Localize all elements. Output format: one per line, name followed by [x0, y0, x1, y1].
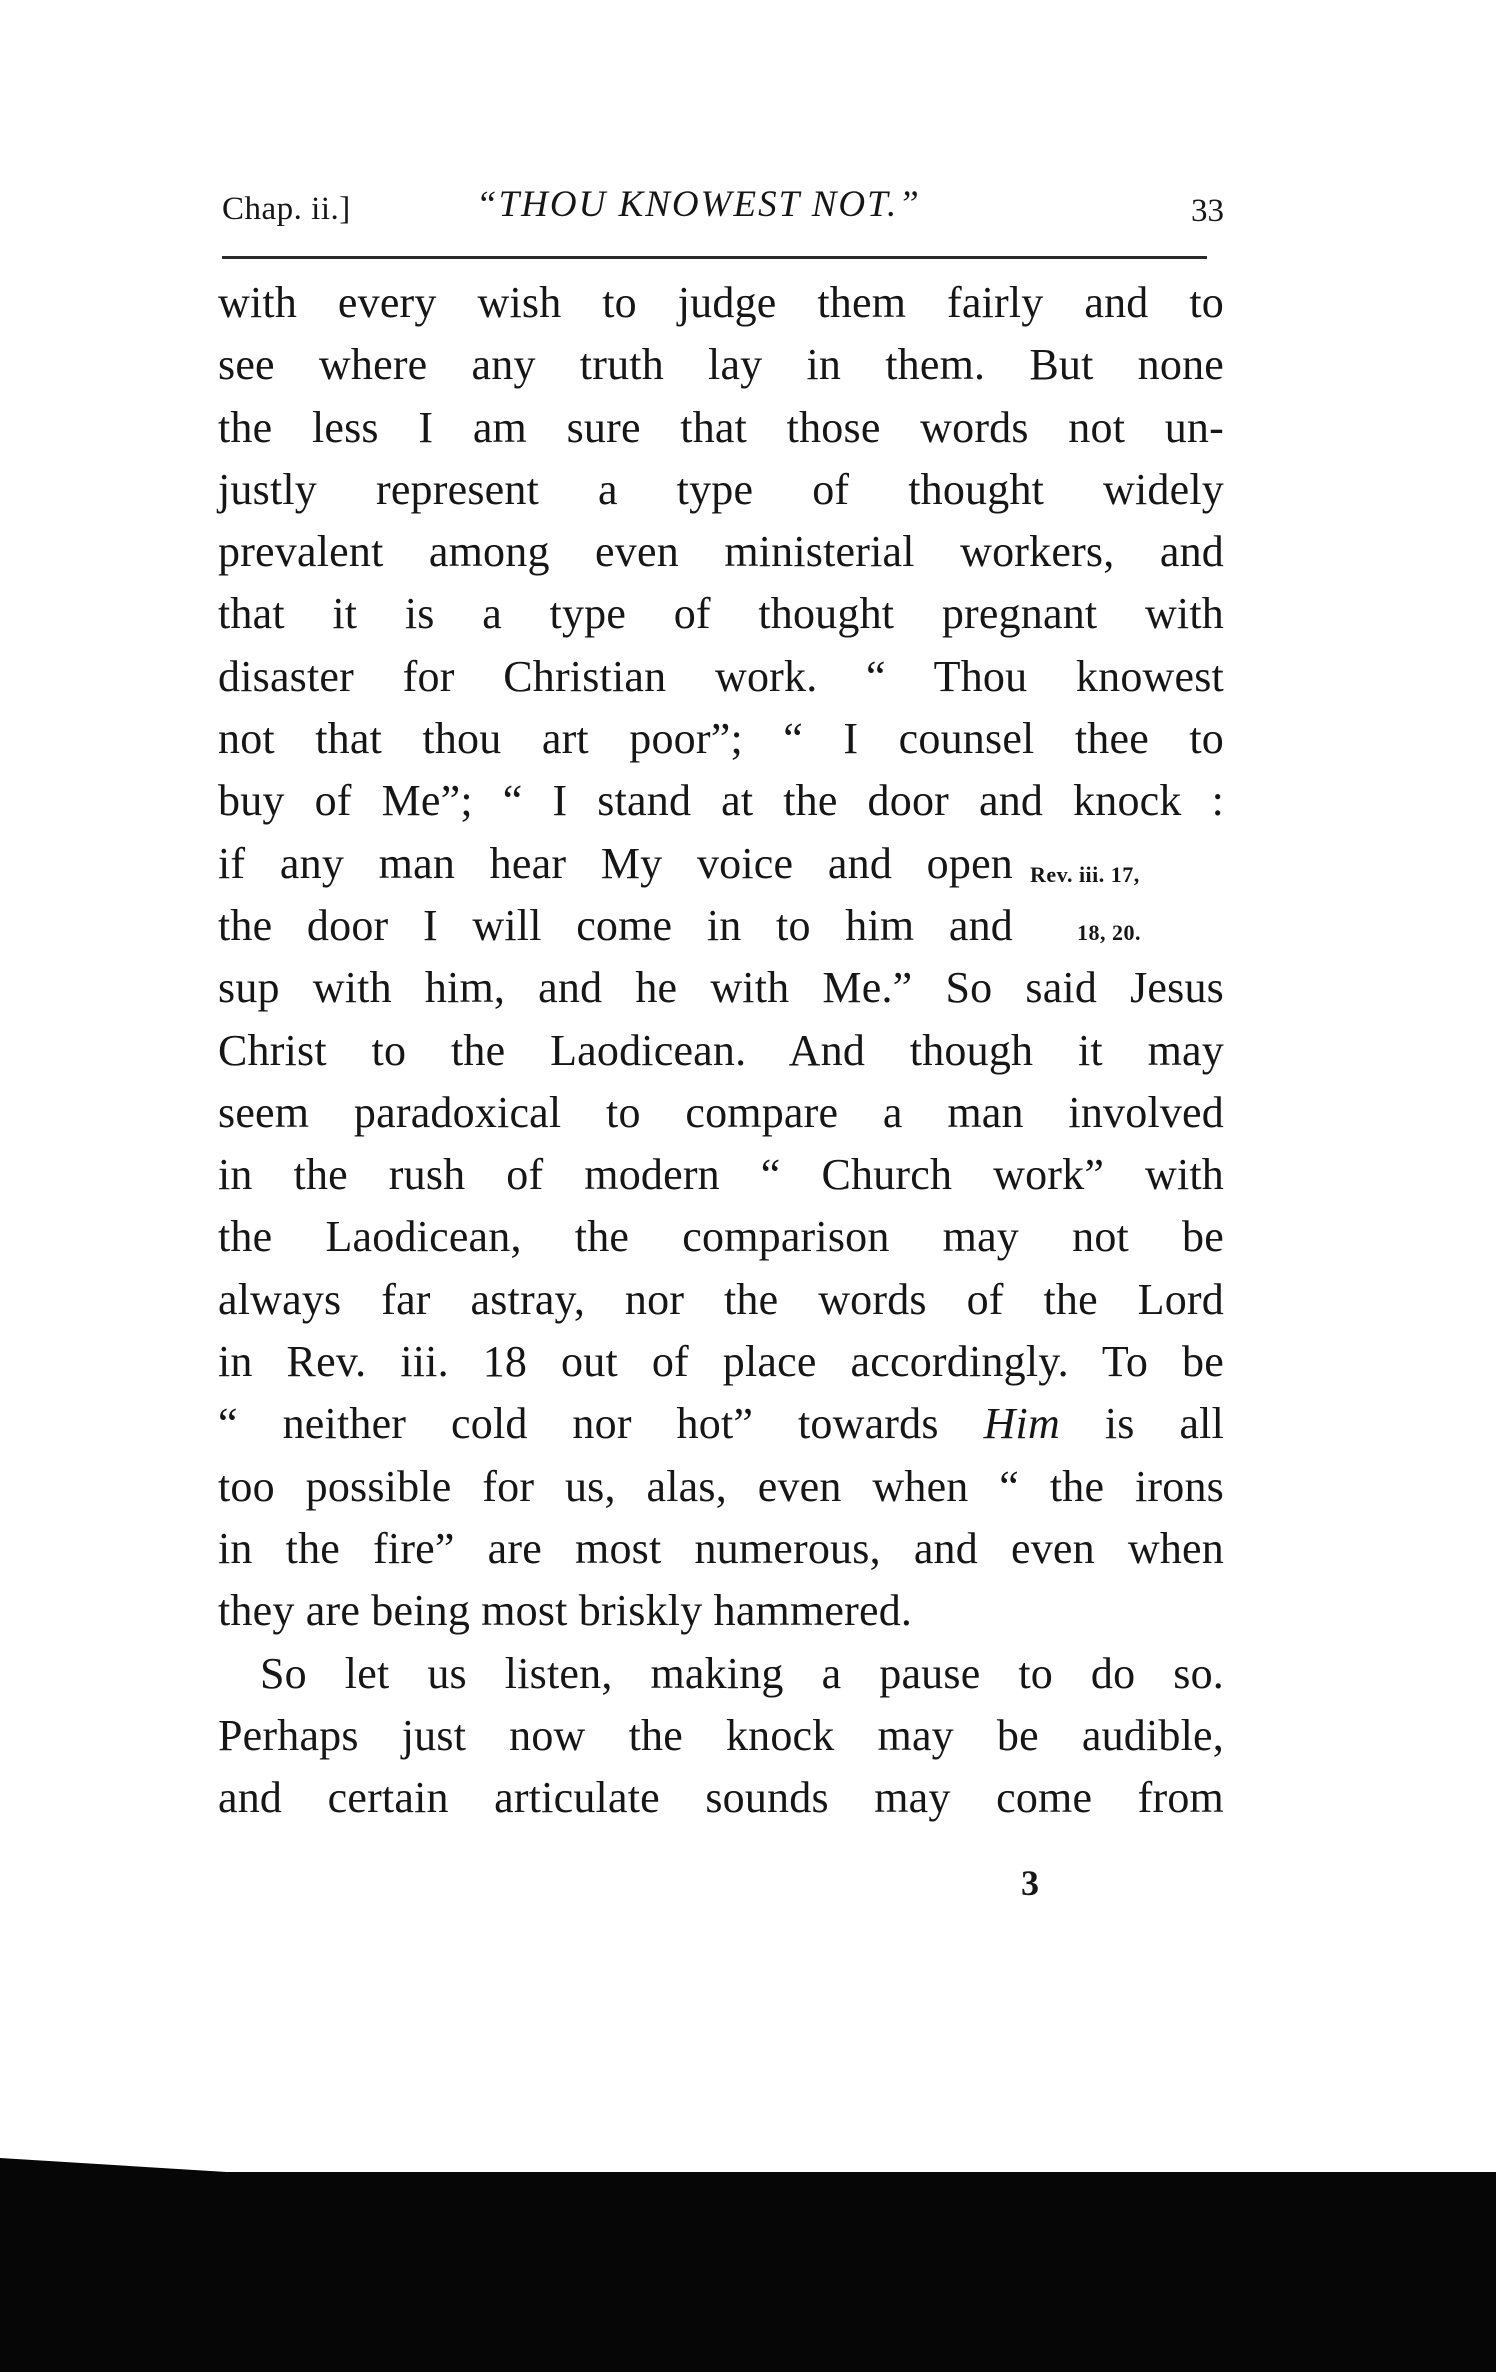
italic-him: Him — [983, 1399, 1060, 1449]
text-line: disaster for Christian work. “ Thou knowest — [218, 651, 1224, 701]
text-line: they are being most briskly hammered. — [218, 1586, 913, 1636]
text-line: the less I am sure that those words not un- — [218, 402, 1224, 452]
text-line: the door I will come in to him and — [218, 900, 1013, 950]
scan-shadow — [0, 2172, 1496, 2372]
running-title: “THOU KNOWEST NOT.” — [476, 184, 921, 225]
page-number: 33 — [1191, 193, 1224, 229]
text-line: that it is a type of thought pregnant with — [218, 589, 1224, 639]
text-line: justly represent a type of thought widely — [218, 464, 1224, 514]
text-line: in the rush of modern “ Church work” with — [218, 1150, 1224, 1200]
body-text — [218, 272, 1224, 1829]
margin-reference: Rev. iii. 17, — [1030, 862, 1140, 887]
text-line: if any man hear My voice and open — [218, 838, 1013, 888]
header-rule — [222, 256, 1207, 259]
text-line: too possible for us, alas, even when “ the irons — [218, 1461, 1224, 1511]
text-line: seem paradoxical to compare a man involved — [218, 1087, 1224, 1137]
text-segment: is all — [1104, 1399, 1225, 1449]
signature-mark: 3 — [1021, 1863, 1039, 1903]
text-line: in Rev. iii. 18 out of place accordingly. To be — [218, 1337, 1224, 1387]
text-line: prevalent among even ministerial workers, and — [218, 527, 1224, 577]
text-line: Perhaps just now the knock may be audible, — [218, 1710, 1224, 1760]
text-line: see where any truth lay in them. But none — [218, 340, 1224, 390]
margin-reference: 18, 20. — [1077, 920, 1141, 945]
text-segment: “ neither cold nor hot” towards — [218, 1399, 939, 1449]
chapter-reference: Chap. ii.] — [222, 191, 351, 227]
text-line: not that thou art poor”; “ I counsel thee to — [218, 714, 1224, 764]
text-line-with-italic — [218, 1393, 1224, 1455]
running-head — [222, 183, 1228, 239]
text-line: in the fire” are most numerous, and even when — [218, 1523, 1224, 1573]
text-line: the Laodicean, the comparison may not be — [218, 1212, 1224, 1262]
text-line: sup with him, and he with Me.” So said Jesus — [218, 963, 1224, 1013]
text-line: So let us listen, making a pause to do so. — [260, 1648, 1224, 1698]
text-line: with every wish to judge them fairly and to — [218, 278, 1224, 327]
text-line: Christ to the Laodicean. And though it may — [218, 1025, 1224, 1075]
text-line: and certain articulate sounds may come from — [218, 1773, 1224, 1823]
text-line: buy of Me”; “ I stand at the door and knock : — [218, 776, 1224, 826]
text-line: always far astray, nor the words of the Lord — [218, 1274, 1224, 1324]
